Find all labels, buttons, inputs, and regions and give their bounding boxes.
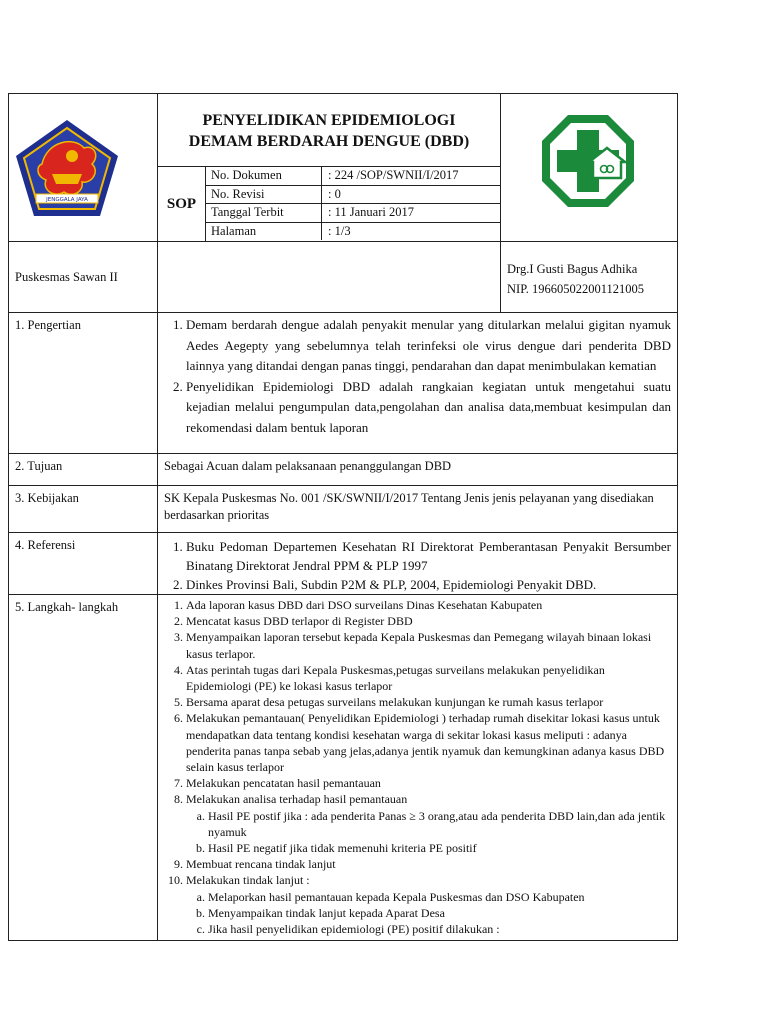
- list-item: 2. Mencatat kasus DBD terlapor di Register DBD: [186, 613, 671, 629]
- list-item: 5. Bersama aparat desa petugas surveilans melakukan kunjungan ke rumah kasus terlapor: [186, 694, 671, 710]
- list-item: 1. Demam berdarah dengue adalah penyakit menular yang ditularkan melalui gigitan nyamuk Aedes Aegepty yang sebelumnya telah terinfeksi ole virus dengue dari penderita DBD lainnya yang ditandai dengan panas tinggi, pendarahan dan dapat menimbulakan kematian: [186, 315, 671, 377]
- signatory-block: [501, 242, 678, 313]
- org-name: Puskesmas Sawan II: [9, 242, 158, 313]
- list-item: 7. Melakukan pencatatan hasil pemantauan: [186, 775, 671, 791]
- left-logo-cell: [9, 94, 158, 242]
- list-item: b. Hasil PE negatif jika tidak memenuhi kriteria PE positif: [208, 840, 671, 856]
- signatory-nip: NIP. 196605022001121005: [507, 282, 645, 296]
- list-item: 3. Menyampaikan laporan tersebut kepada Kepala Puskesmas dan Pemegang wilayah binaan lokasi kasus terlapor.: [186, 629, 671, 661]
- list-item: 2. Penyelidikan Epidemiologi DBD adalah rangkaian kegiatan untuk mengetahui suatu kejadian melalui pengumpulan data,pengolahan dan analisa data,membuat kesimpulan dan rekomendasi dalam bentuk laporan: [186, 377, 671, 439]
- sop-label: SOP: [158, 167, 206, 241]
- signatory-name: Drg.I Gusti Bagus Adhika: [507, 262, 638, 276]
- document-meta: [158, 166, 500, 241]
- puskesmas-logo-icon: [539, 112, 637, 210]
- meta-row: Tanggal Terbit : 11 Januari 2017: [205, 204, 500, 223]
- section-label: 5. Langkah- langkah: [9, 595, 158, 941]
- section-label: 1. Pengertian: [9, 313, 158, 454]
- section-label: 4. Referensi: [9, 533, 158, 595]
- pengertian-content: [158, 313, 678, 454]
- list-item: 2. Dinkes Provinsi Bali, Subdin P2M & PLP, 2004, Epidemiologi Penyakit DBD.: [186, 575, 671, 594]
- title-cell: [158, 94, 501, 242]
- list-item: 6. Melakukan pemantauan( Penyelidikan Epidemiologi ) terhadap rumah disekitar lokasi kasus untuk mendapatkan data tentang kondisi kesehatan warga di sekitar lokasi kasus meliputi : adanya penderita panas tanpa sebab yang jelas,adanya jentik nyamuk dan kemungkinan adanya kasus DBD selain kasus terlapor: [186, 710, 671, 775]
- meta-table: [205, 167, 500, 240]
- list-item: 10. Melakukan tindak lanjut : a. Melaporkan hasil pemantauan kepada Kepala Puskesmas dan DSO Kabupaten b. Menyampaikan tindak lanjut kepada Aparat Desa c. Jika hasil penyelidikan epidemiologi (PE) positif dilakukan :: [186, 872, 671, 937]
- list-item: a. Melaporkan hasil pemantauan kepada Kepala Puskesmas dan DSO Kabupaten: [208, 889, 671, 905]
- meta-row: No. Dokumen : 224 /SOP/SWNII/I/2017: [205, 167, 500, 185]
- referensi-content: [158, 533, 678, 595]
- list-item: 1. Buku Pedoman Departemen Kesehatan RI Direktorat Pemberantasan Penyakit Bersumber Binatang Direktorat Jendral PPM & PLP 1997: [186, 537, 671, 575]
- list-item: 4. Atas perintah tugas dari Kepala Puskesmas,petugas surveilans melakukan penyelidikan Epidemiologi (PE) ke lokasi kasus terlapor: [186, 662, 671, 694]
- list-item: a. Hasil PE postif jika : ada penderita Panas ≥ 3 orang,atau ada penderita DBD lain,dan ada jentik nyamuk: [208, 808, 671, 840]
- svg-text:JENGGALA JAYA: JENGGALA JAYA: [46, 197, 88, 203]
- tujuan-content: Sebagai Acuan dalam pelaksanaan penanggulangan DBD: [158, 454, 678, 486]
- right-logo-cell: [501, 94, 678, 242]
- kebijakan-content: SK Kepala Puskesmas No. 001 /SK/SWNII/I/2017 Tentang Jenis jenis pelayanan yang disediakan berdasarkan prioritas: [158, 486, 678, 533]
- list-item: b. Menyampaikan tindak lanjut kepada Aparat Desa: [208, 905, 671, 921]
- sop-document-table: [8, 93, 678, 941]
- section-label: 3. Kebijakan: [9, 486, 158, 533]
- list-item: c. Jika hasil penyelidikan epidemiologi (PE) positif dilakukan :: [208, 921, 671, 937]
- meta-row: No. Revisi : 0: [205, 185, 500, 204]
- list-item: 1. Ada laporan kasus DBD dari DSO surveilans Dinas Kesehatan Kabupaten: [186, 597, 671, 613]
- meta-row: Halaman : 1/3: [205, 222, 500, 240]
- document-title: PENYELIDIKAN EPIDEMIOLOGI DEMAM BERDARAH DENGUE (DBD): [188, 112, 470, 150]
- langkah-content: [158, 595, 678, 941]
- list-item: 8. Melakukan analisa terhadap hasil pemantauan a. Hasil PE postif jika : ada penderita Panas ≥ 3 orang,atau ada penderita DBD lain,dan ada jentik nyamuk b. Hasil PE negatif jika tidak memenuhi kriteria PE positif: [186, 791, 671, 856]
- list-item: 9. Membuat rencana tindak lanjut: [186, 856, 671, 872]
- section-label: 2. Tujuan: [9, 454, 158, 486]
- regency-crest-icon: [12, 116, 122, 220]
